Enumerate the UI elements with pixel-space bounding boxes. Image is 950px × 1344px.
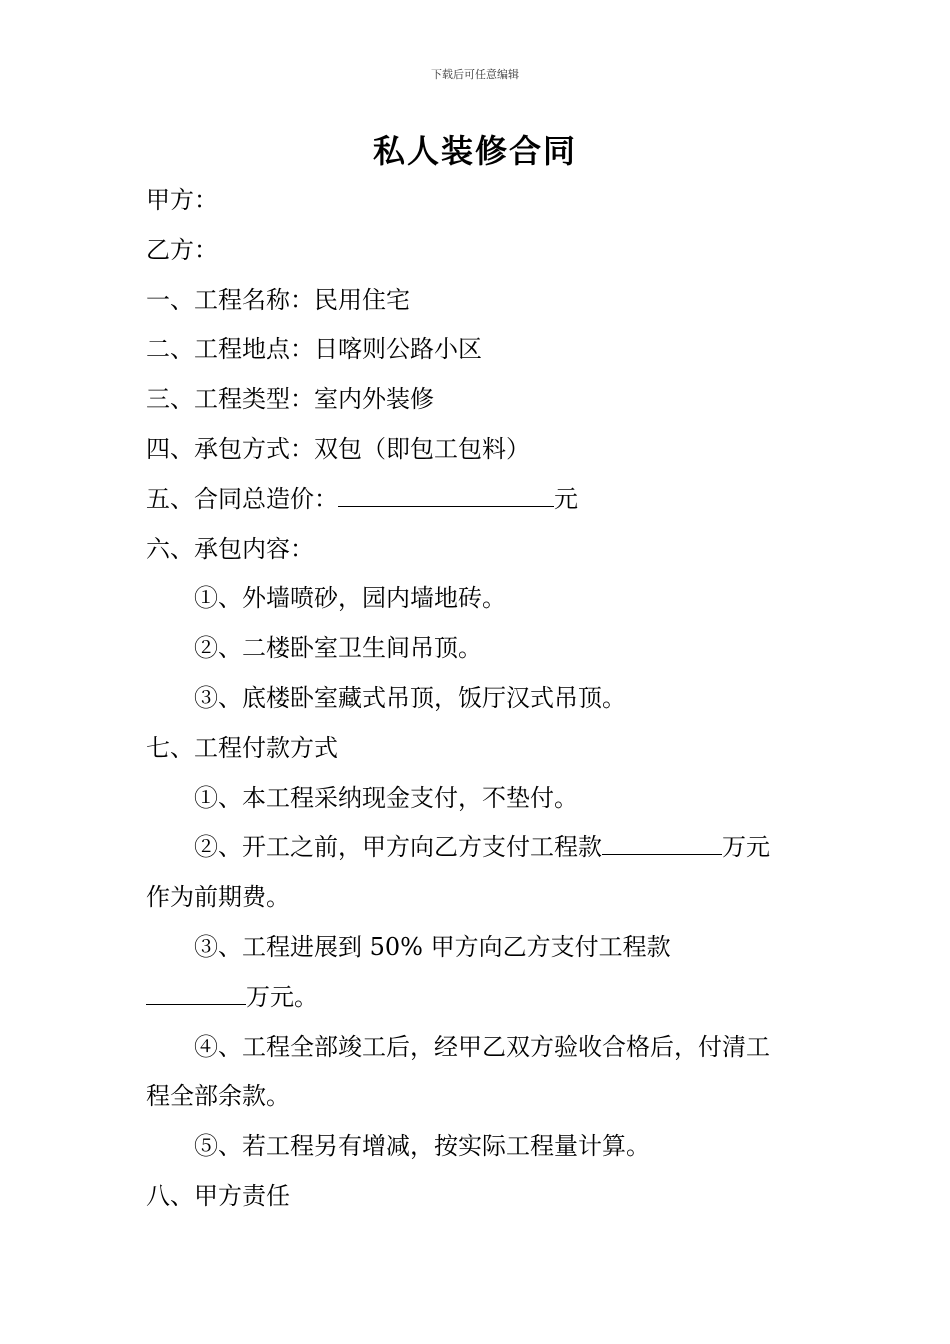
header-note: 下载后可任意编辑 <box>431 68 519 81</box>
payment-item-3-unit: 万元。 <box>246 982 318 1011</box>
scope-item-3: ③、底楼卧室藏式吊顶，饭厅汉式吊顶。 <box>194 683 626 712</box>
total-price-label: 五、合同总造价： <box>146 484 338 513</box>
total-price-unit: 元 <box>554 484 578 513</box>
payment-item-1: ①、本工程采纳现金支付，不垫付。 <box>194 783 578 812</box>
project-location-line: 二、工程地点：日喀则公路小区 <box>146 335 482 364</box>
payment-item-3: ③、工程进展到 50% 甲方向乙方支付工程款 <box>194 932 671 961</box>
total-price-line <box>146 475 826 525</box>
payment-item-2 <box>146 823 826 873</box>
scope-heading: 六、承包内容： <box>146 534 314 563</box>
payment-item-2-text: ②、开工之前，甲方向乙方支付工程款 <box>194 833 602 862</box>
contract-method-line: 四、承包方式：双包（即包工包料） <box>146 434 530 463</box>
total-price-blank <box>338 476 554 507</box>
document-title: 私人装修合同 <box>372 132 577 170</box>
scope-item-1: ①、外墙喷砂，园内墙地砖。 <box>194 584 506 613</box>
payment-item-3-continuation <box>146 973 826 1023</box>
party-b-line: 乙方： <box>146 235 218 264</box>
payment-item-3-blank <box>146 974 246 1005</box>
payment-item-2-continuation: 作为前期费。 <box>146 883 290 912</box>
payment-item-4: ④、工程全部竣工后，经甲乙双方验收合格后，付清工 <box>194 1032 770 1061</box>
payment-item-2-unit: 万元 <box>722 833 770 862</box>
payment-item-2-blank <box>602 824 722 855</box>
project-type-line: 三、工程类型：室内外装修 <box>146 385 434 414</box>
contract-body <box>146 176 826 1222</box>
payment-heading: 七、工程付款方式 <box>146 733 338 762</box>
project-name-line: 一、工程名称：民用住宅 <box>146 285 410 314</box>
scope-item-2: ②、二楼卧室卫生间吊顶。 <box>194 634 482 663</box>
party-a-duties-heading: 八、甲方责任 <box>146 1181 290 1210</box>
payment-item-4-continuation: 程全部余款。 <box>146 1082 290 1111</box>
party-a-line: 甲方： <box>146 186 218 214</box>
payment-item-5: ⑤、若工程另有增减，按实际工程量计算。 <box>194 1132 650 1161</box>
